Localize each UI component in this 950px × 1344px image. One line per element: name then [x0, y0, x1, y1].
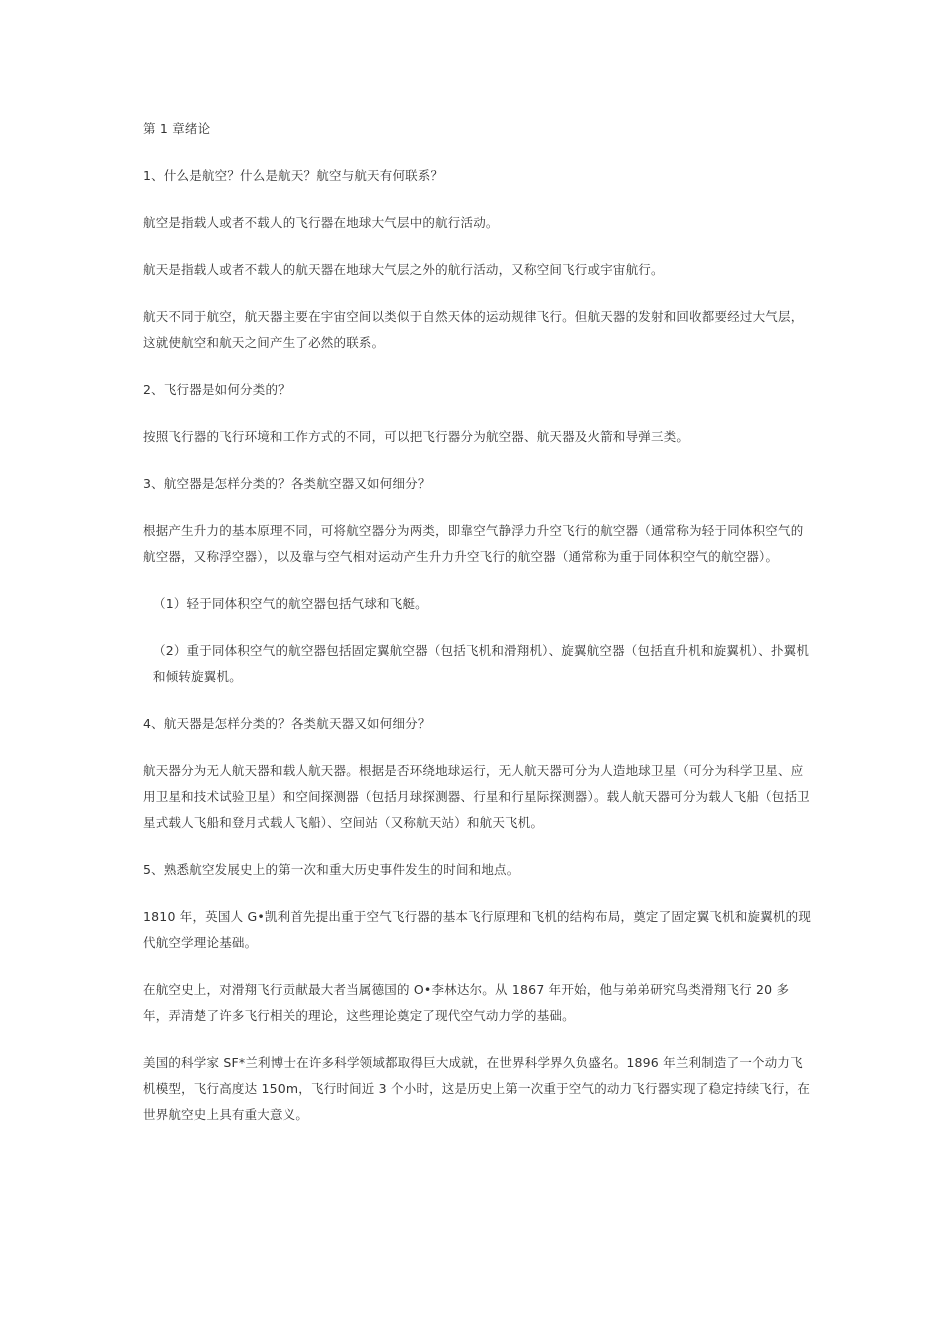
answer-paragraph: 航天不同于航空，航天器主要在宇宙空间以类似于自然天体的运动规律飞行。但航天器的发射和回收都要经过大气层，这就使航空和航天之间产生了必然的联系。 [143, 309, 804, 350]
answer-paragraph: 在航空史上，对滑翔飞行贡献最大者当属德国的 O•李林达尔。从 1867 年开始，他与弟弟研究鸟类滑翔飞行 20 多年，弄清楚了许多飞行相关的理论，这些理论奠定了现代空气动力学的基础。 [143, 982, 790, 1023]
answer-paragraph: 航天是指载人或者不载人的航天器在地球大气层之外的航行活动，又称空间飞行或宇宙航行。 [143, 262, 664, 277]
question-5: 5、熟悉航空发展史上的第一次和重大历史事件发生的时间和地点。 [143, 862, 520, 877]
answer-paragraph: 按照飞行器的飞行环境和工作方式的不同，可以把飞行器分为航空器、航天器及火箭和导弹三类。 [143, 429, 690, 444]
question-1: 1、什么是航空？什么是航天？航空与航天有何联系？ [143, 168, 444, 183]
answer-paragraph: 1810 年，英国人 G•凯利首先提出重于空气飞行器的基本飞行原理和飞机的结构布局，奠定了固定翼飞机和旋翼机的现代航空学理论基础。 [143, 909, 812, 950]
answer-paragraph: 航空是指载人或者不载人的飞行器在地球大气层中的航行活动。 [143, 215, 499, 230]
question-2: 2、飞行器是如何分类的？ [143, 382, 291, 397]
list-item: （2）重于同体积空气的航空器包括固定翼航空器（包括飞机和滑翔机）、旋翼航空器（包括直升机和旋翼机）、扑翼机和倾转旋翼机。 [153, 643, 810, 684]
answer-paragraph: 美国的科学家 SF*兰利博士在许多科学领域都取得巨大成就，在世界科学界久负盛名。1896 年兰利制造了一个动力飞机模型，飞行高度达 150m，飞行时间近 3 个小时，这是历史上第一次重于空气的动力飞行器实现了稳定持续飞行，在世界航空史上具有重大意义。 [143, 1055, 811, 1122]
question-4: 4、航天器是怎样分类的？各类航天器又如何细分？ [143, 716, 431, 731]
list-item: （1）轻于同体积空气的航空器包括气球和飞艇。 [153, 596, 428, 611]
answer-paragraph: 航天器分为无人航天器和载人航天器。根据是否环绕地球运行，无人航天器可分为人造地球卫星（可分为科学卫星、应用卫星和技术试验卫星）和空间探测器（包括月球探测器、行星和行星际探测器）。载人航天器可分为载人飞船（包括卫星式载人飞船和登月式载人飞船）、空间站（又称航天站）和航天飞机。 [143, 763, 810, 830]
document-page [143, 116, 813, 1149]
answer-paragraph: 根据产生升力的基本原理不同，可将航空器分为两类，即靠空气静浮力升空飞行的航空器（通常称为轻于同体积空气的航空器，又称浮空器），以及靠与空气相对运动产生升力升空飞行的航空器（通常称为重于同体积空气的航空器）。 [143, 523, 804, 564]
chapter-title: 第 1 章绪论 [143, 121, 211, 136]
question-3: 3、航空器是怎样分类的？各类航空器又如何细分？ [143, 476, 431, 491]
